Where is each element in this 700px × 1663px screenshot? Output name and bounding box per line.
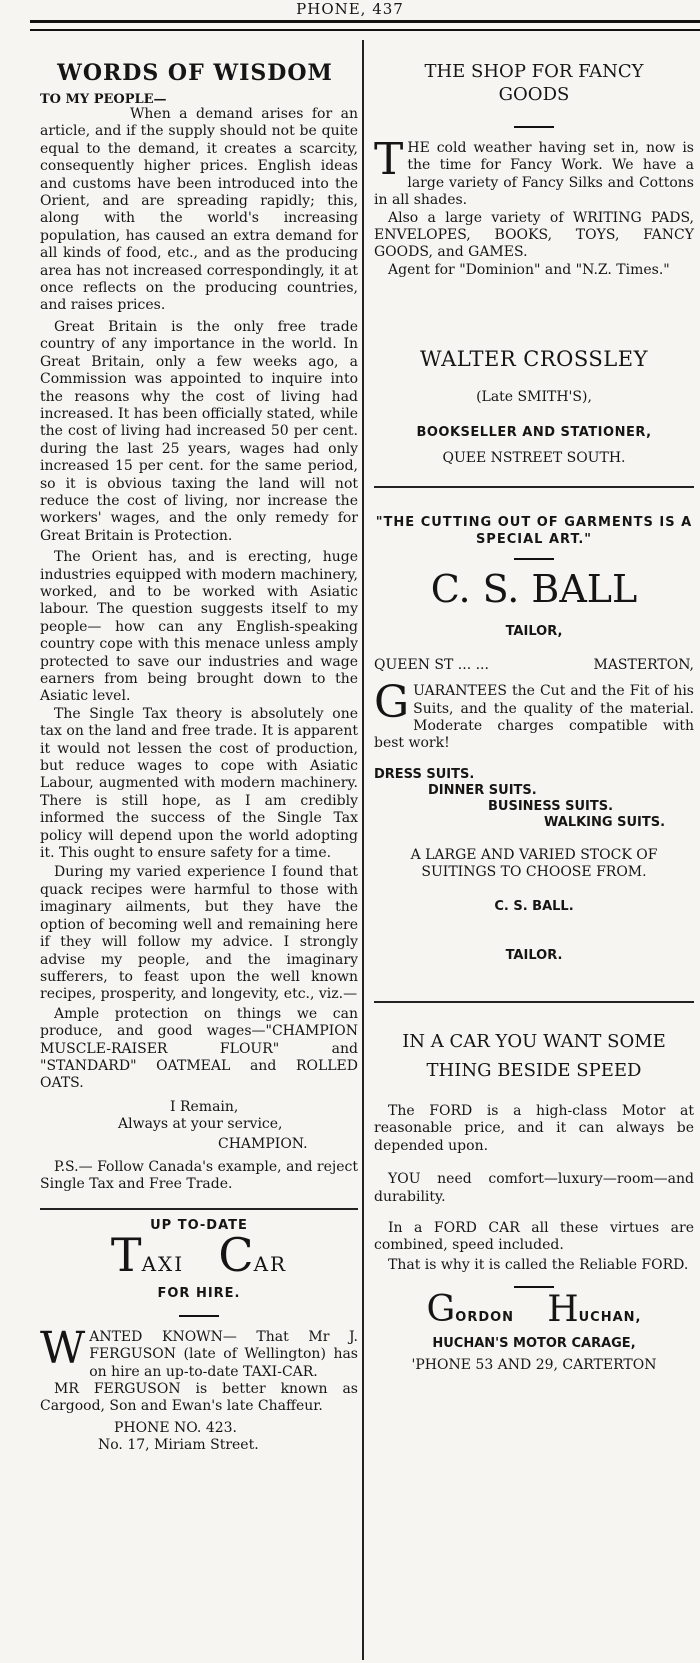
tailor-footer-trade: TAILOR.	[505, 947, 563, 963]
garage-phone: 'PHONE 53 AND 29, CARTERTON	[411, 1357, 657, 1374]
taxi-phone: PHONE NO. 423.	[114, 1419, 238, 1436]
taxi-advert	[40, 1218, 358, 1455]
dealer-initial: G	[426, 1289, 456, 1331]
article-paragraph: The Single Tax theory is absolutely one tax on the land and free trade. It is apparent it would not lessen the cost of production, but reduce wages to cope with Asiatic Labour, augmented with modern machinery. There is still hope, as I am credibly informed the success of the Single Tax policy will depend upon the world adopting it. This ought to ensure safety for a time.	[40, 705, 358, 862]
header-rule-thick	[30, 20, 700, 23]
ford-paragraph: YOU need comfort—luxury—room—and durability.	[374, 1171, 694, 1205]
taxi-paragraph: MR FERGUSON is better known as Cargood, Son and Ewan's late Chaffeur.	[40, 1381, 358, 1415]
article-paragraph: When a demand arises for an article, and if the supply should not be quite equal to the demand, it creates a scarcity, consequently higher prices. English ideas and customs have been introduced into the Orient, and are spreading rapidly; this, along with the world's increasing population, has caused an extra demand for all kinds of food, etc., and as the producing area has not increased correspondingly, it at once reflects on the producing countries, and raises prices.	[40, 106, 358, 314]
ford-title: IN A CAR YOU WANT SOME THING BESIDE SPEED	[402, 1030, 666, 1081]
dealer-name-rest: ORDON	[455, 1310, 515, 1326]
column-divider	[362, 40, 364, 1660]
ford-advert	[374, 1027, 694, 1373]
dealer-name	[374, 1289, 694, 1334]
fancy-goods-paragraph: THE cold weather having set in, now is the time for Fancy Work. We have a large variety of Fancy Silks and Cottons in all shades.	[374, 134, 694, 209]
right-column	[374, 60, 694, 1373]
taxi-title-rest: AXI	[141, 1251, 185, 1276]
suit-item: DINNER SUITS.	[428, 782, 537, 798]
garage-name: HUCHAN'S MOTOR CARAGE,	[432, 1336, 636, 1352]
taxi-address: No. 17, Miriam Street.	[98, 1437, 259, 1454]
short-rule	[179, 1315, 219, 1317]
section-divider	[374, 1001, 694, 1003]
short-rule	[514, 126, 554, 128]
article-subtitle: TO MY PEOPLE—	[40, 92, 167, 107]
closing-line: Always at your service,	[118, 1116, 283, 1133]
shop-former-name: (Late SMITH'S),	[476, 389, 592, 406]
dealer-initial: H	[547, 1289, 579, 1331]
ford-paragraph: The FORD is a high-class Motor at reasonable price, and it can always be depended upon.	[374, 1102, 694, 1154]
postscript: P.S.— Follow Canada's example, and reject Single Tax and Free Trade.	[40, 1158, 358, 1193]
section-divider	[374, 486, 694, 488]
article-paragraph: Great Britain is the only free trade country of any importance in the world. In Great Britain, only a few weeks ago, a Commission was appointed to inquire into the reasons why the cost of living had increased. It has been officially stated, while the cost of living had increased 50 per cent. during the last 25 years, wages had only increased 15 per cent. for the same period, so it is obvious taxing the land will not reduce the cost of living, nor increase the workers' wages, and the only remedy for Great Britain is Protection.	[40, 318, 358, 544]
taxi-title	[40, 1227, 358, 1286]
ford-paragraph: In a FORD CAR all these virtues are combined, speed included.	[374, 1219, 694, 1254]
header-rule-thin	[30, 29, 700, 31]
short-rule	[514, 1286, 554, 1288]
taxi-title-rest: AR	[253, 1251, 288, 1276]
tailor-stock: A LARGE AND VARIED STOCK OF SUITINGS TO CHOOSE FROM.	[410, 846, 658, 880]
fancy-goods-title: THE SHOP FOR FANCY GOODS	[424, 61, 644, 105]
article-title: WORDS OF WISDOM	[57, 60, 333, 86]
tailor-address	[374, 657, 694, 673]
address-street: QUEEN ST ... ...	[374, 657, 489, 674]
address-town: MASTERTON,	[593, 657, 694, 674]
dropcap: W	[40, 1322, 86, 1374]
suit-item: WALKING SUITS.	[544, 814, 666, 830]
section-divider	[40, 1208, 358, 1210]
for-hire: FOR HIRE.	[157, 1285, 241, 1301]
suit-list	[374, 767, 694, 831]
shop-trade: BOOKSELLER AND STATIONER,	[416, 425, 652, 441]
dropcap: T	[374, 134, 404, 185]
short-rule	[514, 558, 554, 560]
tailor-paragraph: GUARANTEES the Cut and the Fit of his Suits, and the quality of the material. Moderate charges compatible with best work!	[374, 677, 694, 752]
article-paragraph: Ample protection on things we can produce, and good wages—"CHAMPION MUSCLE-RAISER FLOUR" and "STANDARD" OATMEAL and ROLLED OATS.	[40, 1005, 358, 1092]
article-paragraph: During my varied experience I found that quack recipes were harmful to those with imaginary ailments, but they have the option of becoming well and remaining here if they will follow my advice. I strongly advise my people, and the imaginary sufferers, to feast upon the well known recipes, prosperity, and longevity, etc., viz.—	[40, 864, 358, 1003]
tailor-quote: "THE CUTTING OUT OF GARMENTS IS A SPECIAL ART."	[375, 515, 693, 548]
fancy-goods-paragraph: Agent for "Dominion" and "N.Z. Times."	[388, 261, 670, 278]
shop-owner-name: WALTER CROSSLEY	[420, 347, 648, 372]
running-header: PHONE, 437	[296, 0, 404, 18]
dropcap: G	[374, 677, 410, 729]
fancy-goods-advert	[374, 60, 694, 466]
suit-item: BUSINESS SUITS.	[488, 798, 614, 814]
article-paragraph: The Orient has, and is erecting, huge industries equipped with modern machinery, worked, and to be worked with Asiatic labour. The question suggests itself to my people— how can any English-speaking country cope with this menace unless amply protected to save our industries and wage earners from being brought down to the Asiatic level.	[40, 549, 358, 705]
left-column	[40, 60, 358, 1455]
tailor-advert	[374, 514, 694, 963]
dealer-name-rest: UCHAN,	[578, 1310, 642, 1326]
taxi-title-initial: C	[218, 1227, 254, 1282]
shop-address: QUEE NSTREET SOUTH.	[442, 450, 626, 467]
tailor-name: C. S. BALL	[430, 567, 638, 612]
suit-item: DRESS SUITS.	[374, 766, 475, 782]
taxi-paragraph: WANTED KNOWN— That Mr J. FERGUSON (late of Wellington) has on hire an up-to-date TAXI-CAR.	[40, 1322, 358, 1380]
tailor-trade: TAILOR,	[505, 624, 563, 640]
closing-line: I Remain,	[170, 1098, 239, 1115]
fancy-goods-paragraph: Also a large variety of WRITING PADS, ENVELOPES, BOOKS, TOYS, FANCY GOODS, and GAMES.	[374, 209, 694, 261]
tailor-footer-name: C. S. BALL.	[494, 898, 574, 914]
taxi-title-initial: T	[110, 1227, 142, 1282]
taxi-heading: UP TO-DATE	[150, 1217, 248, 1233]
ford-paragraph: That is why it is called the Reliable FORD.	[388, 1256, 689, 1273]
words-of-wisdom-article	[40, 60, 358, 1194]
signature: CHAMPION.	[218, 1135, 308, 1152]
